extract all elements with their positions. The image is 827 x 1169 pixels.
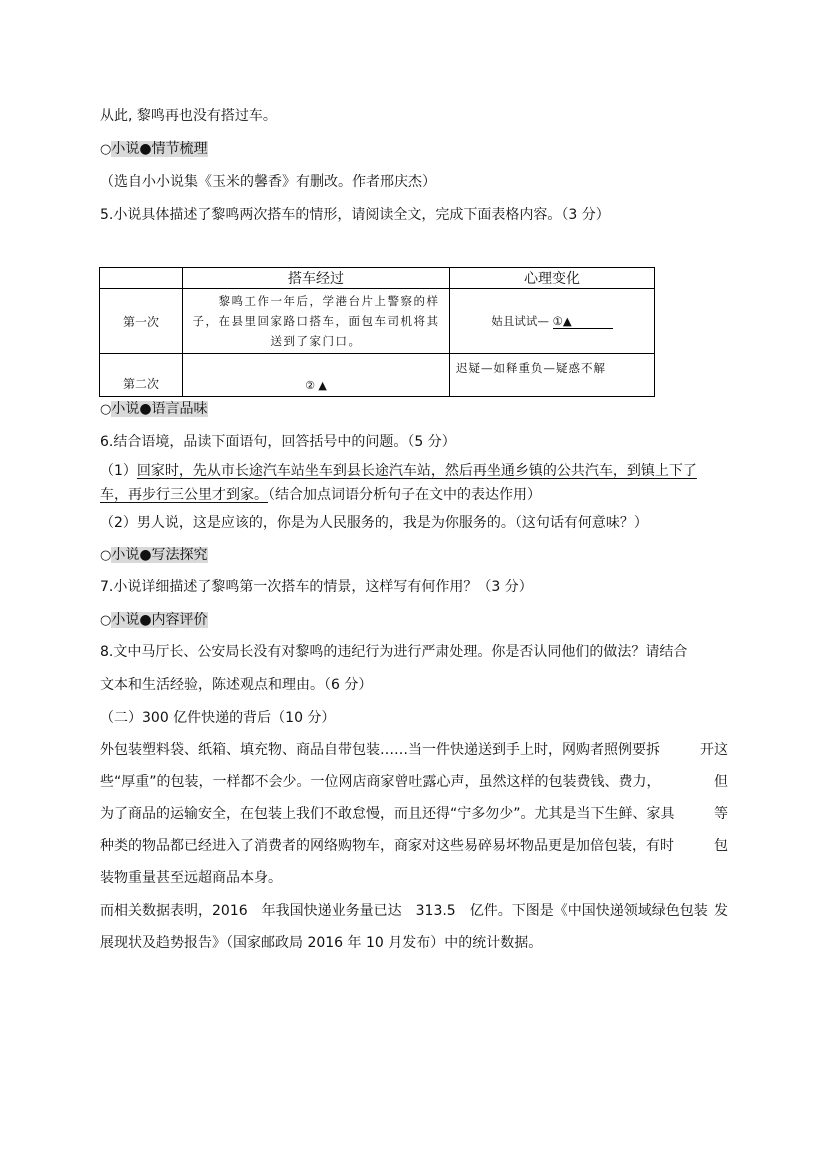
mood-cell xyxy=(450,289,655,354)
question-6-2: （2）男人说，这是应该的，你是为人民服务的，我是为你服务的。（这句话有何意味？） xyxy=(100,515,648,531)
mood-prefix: 姑且试试— xyxy=(491,314,549,328)
section-header-text: 小说●写法探究 xyxy=(111,547,208,563)
text-span: 但 xyxy=(714,774,728,790)
section-header-content xyxy=(100,610,208,631)
circle-icon: ○ xyxy=(100,402,112,417)
underlined-sentence: 车，再步行三公里才到家。 xyxy=(100,487,268,503)
question-6-1-line1 xyxy=(100,461,697,481)
paragraph-line: 装物重量甚至远超商品本身。 xyxy=(100,870,282,886)
paragraph-line xyxy=(100,804,728,824)
row-label: 第一次 xyxy=(100,289,183,354)
section-header-plot xyxy=(100,139,208,160)
section-header-text: 小说●情节梳理 xyxy=(111,141,208,157)
paragraph-line xyxy=(100,772,728,792)
table-row xyxy=(100,354,655,397)
paragraph-line: 展现状及趋势报告》（国家邮政局 2016 年 10 月发布）中的统计数据。 xyxy=(100,935,543,951)
circle-icon: ○ xyxy=(100,613,112,628)
process-text: 黎鸣工作一年后，学港台片上警察的样子，在县里回家路口搭车，面包车司机将其送到了家门口。 xyxy=(192,294,440,348)
text-span: 包 xyxy=(714,838,728,854)
text-span: 等 xyxy=(714,806,728,822)
text-span: 开这 xyxy=(700,742,728,758)
paragraph-line xyxy=(100,740,728,760)
question-hint: （结合加点词语分析句子在文中的表达作用） xyxy=(268,487,541,503)
sub-question-number: （1） xyxy=(100,463,137,479)
row-label: 第二次 xyxy=(100,354,183,397)
part-2-title: （二）300 亿件快递的背后（10 分） xyxy=(100,710,336,726)
question-6-1-line2 xyxy=(100,485,541,505)
question-7: 7.小说详细描述了黎鸣第一次搭车的情景，这样写有何作用？（3 分） xyxy=(100,579,533,595)
table-row xyxy=(100,289,655,354)
circle-icon: ○ xyxy=(100,142,112,157)
intro-line: 从此, 黎鸣再也没有搭过车。 xyxy=(100,108,277,124)
answer-table xyxy=(99,267,655,397)
paragraph-line xyxy=(100,836,728,856)
text-span: 为了商品的运输安全，在包装上我们不敢怠慢，而且还得“宁多勿少”。尤其是当下生鲜、家具 xyxy=(100,806,675,822)
section-header-text: 小说●内容评价 xyxy=(111,612,208,628)
text-span: 种类的物品都已经进入了消费者的网络购物车，商家对这些易碎易坏物品更是加倍包装，有时 xyxy=(100,838,674,854)
circle-icon: ○ xyxy=(100,548,112,563)
process-cell xyxy=(183,289,450,354)
text-span: 发 xyxy=(714,903,728,919)
paragraph-line xyxy=(100,901,728,921)
text-span: 些“厚重”的包装，一样都不会少。一位网店商家曾吐露心声，虽然这样的包装费钱、费力， xyxy=(100,774,661,790)
question-8-line1: 8.文中马厅长、公安局长没有对黎鸣的违纪行为进行严肃处理。你是否认同他们的做法？请结合 xyxy=(100,644,688,660)
mood-cell: 迟疑—如释重负—疑惑不解 xyxy=(450,354,655,397)
section-header-language xyxy=(100,399,208,420)
table-header-cell xyxy=(100,268,183,289)
table-header-cell: 心理变化 xyxy=(450,268,655,289)
question-5: 5.小说具体描述了黎鸣两次搭车的情形，请阅读全文，完成下面表格内容。（3 分） xyxy=(100,207,610,223)
section-header-writing xyxy=(100,545,208,566)
underlined-sentence: 回家时，先从市长途汽车站坐车到县长途汽车站，然后再坐通乡镇的公共汽车，到镇上下了 xyxy=(136,463,697,479)
table-header-row xyxy=(100,268,655,289)
text-span: 而相关数据表明，2016 年我国快递业务量已达 313.5 亿件。下图是《中国快递领域绿色包装 xyxy=(100,903,708,919)
answer-blank-1: ①▲ xyxy=(553,314,613,329)
question-8-line2: 文本和生活经验，陈述观点和理由。（6 分） xyxy=(100,677,373,693)
section-header-text: 小说●语言品味 xyxy=(111,401,208,417)
table-header-cell: 搭车经过 xyxy=(183,268,450,289)
source-note: （选自小小说集《玉米的馨香》有删改。作者邢庆杰） xyxy=(100,174,436,190)
answer-blank-2: ② ▲ xyxy=(183,354,450,397)
question-6: 6.结合语境，品读下面语句，回答括号中的问题。（5 分） xyxy=(100,434,456,450)
text-span: 外包装塑料袋、纸箱、填充物、商品自带包装……当一件快递送到手上时，网购者照例要拆 xyxy=(100,742,660,758)
